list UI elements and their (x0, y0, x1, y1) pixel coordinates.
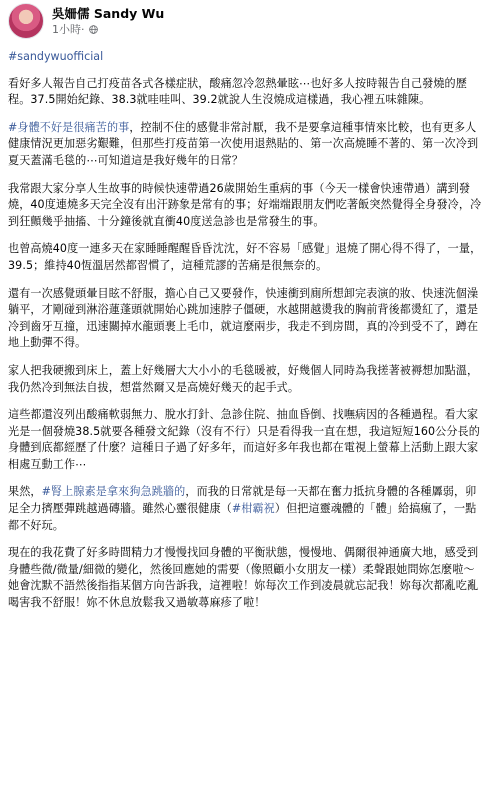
post-body (8, 49, 483, 612)
paragraph-5: 還有一次感覺頭暈目眩不舒服，擔心自己又要發作，快速衝到廁所想卸完表演的妝、快速洗個澡躺平，才剛碰到淋浴蓮蓬頭就開始心跳加速脖子僵硬，水越開越燙我的胸前背後都燙紅了，還是冷到齒牙互撞，迅速關掉水龍頭裹上毛巾，就這麼兩步，我走不到房間，真的冷到受不了，蹲在地上動彈不得。 (8, 286, 479, 350)
hashtag-link[interactable]: #柑霸祝 (231, 502, 275, 516)
post-time[interactable]: 1小時 (52, 22, 81, 36)
globe-icon[interactable] (89, 25, 98, 34)
paragraph-3: 我常跟大家分享人生故事的時候快速帶過26歲開始生重病的事（今天一樣會快速帶過）講到發燒，40度連燒多天完全沒有出汗跡象是常有的事；好端端跟朋友們吃著飯突然覺得全身發冷，冷到狂顫幾乎抽搐、十分鐘後就直衝40度送急診也是常發生的事。 (8, 181, 482, 228)
paragraph-2 (8, 120, 483, 170)
paragraph-6: 家人把我硬搬到床上，蓋上好幾層大大小小的毛毯暖被，好幾個人同時為我搓著被褥想加點溫，我仍然冷到無法自拔，想當然爾又是高燒好幾天的起手式。 (8, 363, 479, 394)
author-name[interactable]: 吳姍儒 Sandy Wu (52, 5, 165, 21)
paragraph-8 (8, 484, 483, 534)
meta-separator: · (81, 22, 85, 36)
paragraph-7: 這些都還沒列出酸痛軟弱無力、脫水打針、急診住院、抽血昏倒、找嘸病因的各種過程。看大家光是一個發燒38.5就要各種發文紀錄（沒有不行）只是看得我一直在想，我這短短160公分長的身體到底都經歷了什麼？這種日子過了好多年，而這好多年我也都在電視上螢幕上活動上跟大家相處互動工作⋯ (8, 408, 480, 471)
paragraph-4: 也曾高燒40度一連多天在家睡睡醒醒昏昏沈沈，好不容易「感覺」退燒了開心得不得了，一量，39.5；維持40恆溫居然都習慣了，這種荒謬的苦痛是很無奈的。 (8, 242, 482, 272)
hashtag-link[interactable]: #sandywuofficial (8, 50, 104, 63)
avatar[interactable] (8, 3, 44, 39)
hashtag-link[interactable]: #腎上腺素是拿來狗急跳牆的 (41, 485, 186, 499)
paragraph-text: 果然， (8, 485, 42, 499)
paragraph-text: ，控制不住的感覺非常討厭，我不是要拿這種事情來比較，也有更多人健康情況更加惡劣艱難，但那些打疫苗第一次使用退熱貼的、第一次高燒睡不著的、第一次冷到夏天蓋滿毛毯的⋯可知道這是我好幾年的日常？ (8, 120, 479, 167)
post-header (8, 0, 483, 41)
paragraph-text: ）但把這靈魂體的「體」給搞瘋了，一點都不好玩。 (8, 502, 477, 532)
post-time-row (52, 23, 164, 36)
paragraph-text: ，而我的日常就是每一天都在奮力抵抗身體的各種羼弱，卯足全力擠壓彈跳越過磚牆。雖然心靈很健康（ (8, 485, 477, 516)
paragraph-1: 看好多人報告自己打疫苗各式各樣症狀，酸痛忽冷忽熱暈眩⋯也好多人按時報告自己發燒的歷程。37.5開始紀錄、38.3就哇哇叫、39.2就說人生沒燒成這樣過，我心裡五味雜陳。 (8, 76, 467, 107)
hashtag-link[interactable]: #身體不好是很痛苦的事 (8, 120, 130, 134)
paragraph-9: 現在的我花費了好多時間精力才慢慢找回身體的平衡狀態，慢慢地、偶爾很神通廣大地，感受到身體些微/微量/細微的變化，然後回應她的需要（像照顧小女朋友一樣）柔聲跟她問妳怎麼啦～她會沈默不語然後指指某個方向告訴我，這裡啦！妳每次工作到凌晨就忘記我！妳每次都亂吃亂喝害我不舒服！妳不休息放鬆我又過敏蕁麻疹了啦！ (8, 546, 479, 610)
post-meta (52, 6, 164, 36)
